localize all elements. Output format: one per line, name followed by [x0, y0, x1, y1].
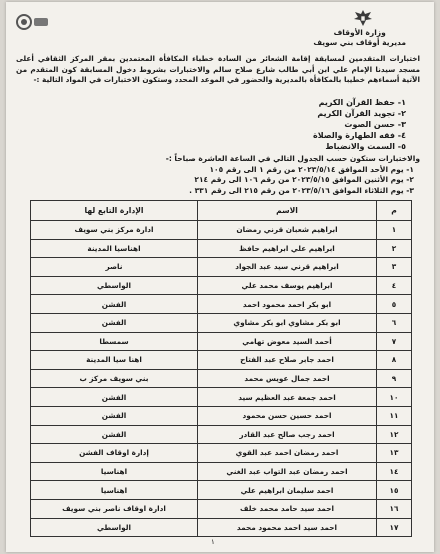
candidate-department: الفشن: [31, 406, 198, 425]
table-row: [31, 462, 412, 481]
subject-item: ٣- حسن الصوت: [344, 120, 406, 129]
table-row: [31, 313, 412, 332]
candidate-name: ابراهيم شعبان قرني رمضان: [198, 221, 377, 240]
eagle-emblem-icon: [352, 8, 374, 28]
row-number: ٤: [377, 276, 412, 295]
row-number: ١٠: [377, 388, 412, 407]
candidate-department: الفشن: [31, 313, 198, 332]
table-row: [31, 406, 412, 425]
candidate-department: اهناسيا: [31, 462, 198, 481]
candidate-department: الفشن: [31, 425, 198, 444]
schedule-item: ١- يوم الأحد الموافق ٢٠٢٣/٥/١٤ من رقم ١ الى رقم ١٠٥: [209, 164, 414, 174]
schedule-title: والاختبارات ستكون حسب الجدول التالي في الساعة العاشرة صباحاً :-: [165, 154, 420, 163]
subject-item: ٥- السمت والانضباط: [325, 142, 406, 151]
row-number: ٩: [377, 369, 412, 388]
ministry-logo-icon: [14, 12, 50, 32]
subjects-list: [313, 97, 406, 152]
candidate-department: اهناسيا: [31, 481, 198, 500]
candidate-name: احمد سيد احمد محمود محمد: [198, 518, 377, 537]
table-row: [31, 332, 412, 351]
table-row: [31, 351, 412, 370]
table-row: [31, 499, 412, 518]
subject-item: ٤- فقه الطهارة والصلاة: [313, 131, 406, 140]
row-number: ٥: [377, 295, 412, 314]
row-number: ٢: [377, 239, 412, 258]
candidate-name: احمد جابر صلاح عبد الفتاح: [198, 351, 377, 370]
page-number: ١: [211, 538, 215, 546]
table-row: [31, 239, 412, 258]
candidate-department: الفشن: [31, 295, 198, 314]
letterhead: [313, 28, 406, 48]
candidate-department: الفشن: [31, 388, 198, 407]
candidate-name: ابراهيم قرني سيد عبد الجواد: [198, 258, 377, 277]
candidate-name: أحمد السيد معوض تهامي: [198, 332, 377, 351]
table-row: [31, 295, 412, 314]
table-row: [31, 221, 412, 240]
candidate-department: الواسطي: [31, 518, 198, 537]
table-row: [31, 481, 412, 500]
candidate-name: احمد سليمان ابراهيم علي: [198, 481, 377, 500]
candidate-name: ابراهيم يوسف محمد علي: [198, 276, 377, 295]
row-number: ١٢: [377, 425, 412, 444]
header-name: الاسم: [198, 201, 377, 221]
candidate-department: بني سويف مركز ب: [31, 369, 198, 388]
table-row: [31, 276, 412, 295]
row-number: ٣: [377, 258, 412, 277]
candidate-department: اهنا سيا المدينة: [31, 351, 198, 370]
candidate-department: اهناسيا المدينة: [31, 239, 198, 258]
table-header-row: [31, 201, 412, 221]
candidate-department: ناصر: [31, 258, 198, 277]
table-row: [31, 258, 412, 277]
schedule-item: ٣- يوم الثلاثاء الموافق ٢٠٢٣/٥/١٦ من رقم ٢١٥ الى رقم ٣٣١ .: [189, 185, 414, 195]
row-number: ١٣: [377, 444, 412, 463]
row-number: ٦: [377, 313, 412, 332]
row-number: ١٥: [377, 481, 412, 500]
candidate-name: احمد جمال عويس محمد: [198, 369, 377, 388]
row-number: ٧: [377, 332, 412, 351]
candidate-department: ادارة اوقاف ناصر بني سويف: [31, 499, 198, 518]
table-row: [31, 518, 412, 537]
candidate-name: احمد رمضان عبد التواب عبد الغني: [198, 462, 377, 481]
candidate-name: احمد حسين حسن محمود: [198, 406, 377, 425]
schedule-section: [16, 154, 420, 196]
schedule-item: ٢- يوم الأثنين الموافق ٢٠٢٣/٥/١٥ من رقم ١٠٦ الى رقم ٢١٤: [194, 175, 414, 184]
row-number: ١٧: [377, 518, 412, 537]
table-row: [31, 425, 412, 444]
row-number: ١١: [377, 406, 412, 425]
candidate-department: الواسطي: [31, 276, 198, 295]
row-number: ٨: [377, 351, 412, 370]
header-number: م: [377, 201, 412, 221]
row-number: ١٤: [377, 462, 412, 481]
candidate-name: احمد جمعة عبد العظيم سيد: [198, 388, 377, 407]
candidate-department: إدارة اوقاف الفشن: [31, 444, 198, 463]
row-number: ١: [377, 221, 412, 240]
header-department: الإدارة التابع لها: [31, 201, 198, 221]
subject-item: ١- حفظ القرآن الكريم: [318, 98, 406, 107]
candidate-name: احمد رمضان احمد عبد القوي: [198, 444, 377, 463]
row-number: ١٦: [377, 499, 412, 518]
ministry-name: وزارة الأوقاف: [333, 28, 386, 37]
table-row: [31, 444, 412, 463]
document-page: [6, 2, 434, 552]
table-row: [31, 388, 412, 407]
candidate-name: ابراهيم علي ابراهيم حافظ: [198, 239, 377, 258]
candidates-table: [30, 200, 412, 537]
intro-paragraph: اختبارات المتقدمين لمسابقة إقامة الشعائر من السادة خطباء المكافأة المعتمدين بمقر المركز الثقافي أعلى مسجد سيدنا الإمام علي ابن أبي طالب شارع صلاح سالم والاختبارات بشروط دخول المسابقة كون المتقدم من الآتية أسماءهم خطيبا بالمكافأة بالمديرية والحضور في الموعد المحدد وستكون الاختبارات في المواد التالية :-: [16, 54, 420, 84]
subject-item: ٢- تجويد القرآن الكريم: [317, 109, 406, 118]
directorate-name: مديرية أوقاف بني سويف: [313, 38, 406, 47]
table-row: [31, 369, 412, 388]
candidate-name: ابو بكر مشاوي ابو بكر مشاوي: [198, 313, 377, 332]
candidate-department: ادارة مركز بني سويف: [31, 221, 198, 240]
candidate-department: سمسطا: [31, 332, 198, 351]
candidate-name: احمد رجب صالح عبد القادر: [198, 425, 377, 444]
candidate-name: احمد سيد حامد محمد خلف: [198, 499, 377, 518]
candidate-name: ابو بكر احمد محمود احمد: [198, 295, 377, 314]
